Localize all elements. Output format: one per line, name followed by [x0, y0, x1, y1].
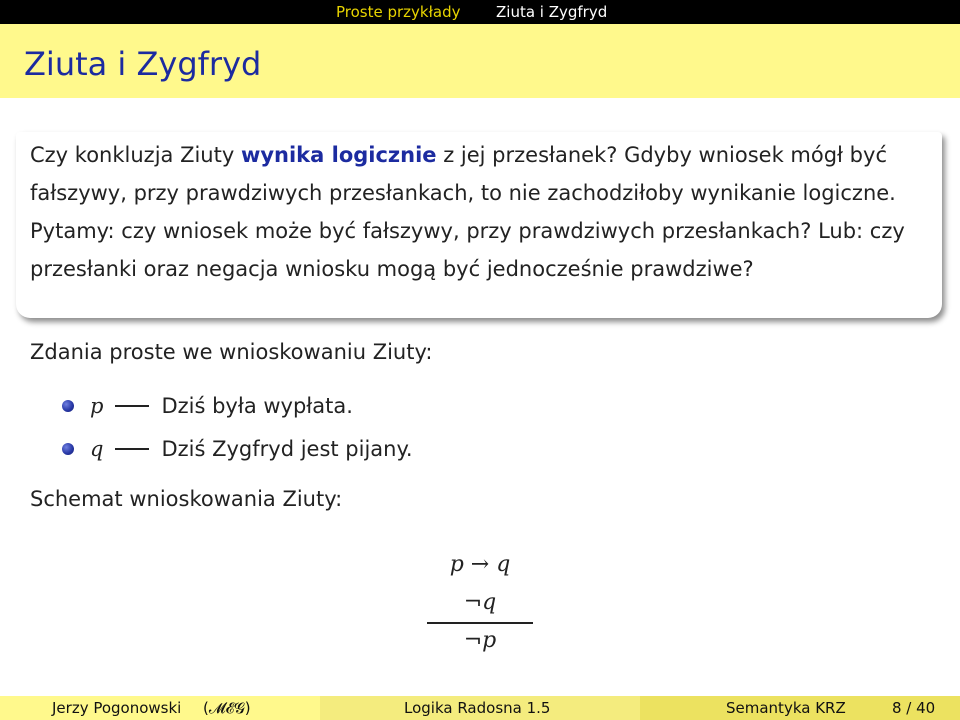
frame-title: Ziuta i Zygfryd [24, 45, 262, 83]
sentence-variable: p [90, 394, 104, 418]
sentence-text: Dziś Zygfryd jest pijany. [161, 437, 413, 461]
top-navigation-bar [0, 0, 960, 24]
conclusion: ¬p [463, 628, 497, 653]
simple-sentences-heading: Zdania proste we wnioskowaniu Ziuty: [30, 340, 433, 364]
question-text [30, 136, 935, 288]
question-highlight: wynika logicznie [240, 143, 437, 167]
question-intro: Czy konkluzja Ziuty [30, 143, 241, 167]
question-box [16, 132, 942, 318]
sentence-variable: q [90, 437, 104, 461]
schema-heading: Schemat wnioskowania Ziuty: [30, 487, 343, 511]
footer-author: Jerzy Pogonowski [52, 699, 182, 717]
bullet-icon [62, 443, 74, 455]
footer-topic: Semantyka KRZ [726, 699, 846, 717]
premise-implication: p → q [449, 552, 511, 577]
em-dash [115, 448, 149, 450]
list-item [62, 394, 353, 418]
list-item [62, 437, 413, 461]
footer-author-section [0, 696, 320, 720]
footer-topic-section [640, 696, 960, 720]
premise-negation: ¬q [463, 590, 497, 615]
nav-subsection-link[interactable]: Ziuta i Zygfryd [496, 3, 608, 21]
footer-affiliation: (𝓜𝓔𝓖) [203, 699, 251, 717]
bullet-icon [62, 400, 74, 412]
footer-page-number: 8 / 40 [892, 699, 936, 717]
footer-course: Logika Radosna 1.5 [404, 699, 551, 717]
inference-line [427, 622, 533, 624]
question-rest: z jej przesłanek? Gdyby wniosek mógł być fałszywy, przy prawdziwych przesłankach, to nie zachodziłoby wynikanie logiczne. Pytamy: czy wniosek może być fałszywy, przy prawdziwych przesłankach? Lub: czy przesłanki oraz negacja wniosku mogą być jednocześnie prawdziwe? [30, 143, 905, 281]
frame-title-bar [0, 24, 960, 98]
em-dash [115, 405, 149, 407]
footer-course-section [320, 696, 640, 720]
nav-section-link[interactable]: Proste przykłady [336, 3, 461, 21]
sentence-text: Dziś była wypłata. [161, 394, 353, 418]
footer-bar [0, 696, 960, 720]
